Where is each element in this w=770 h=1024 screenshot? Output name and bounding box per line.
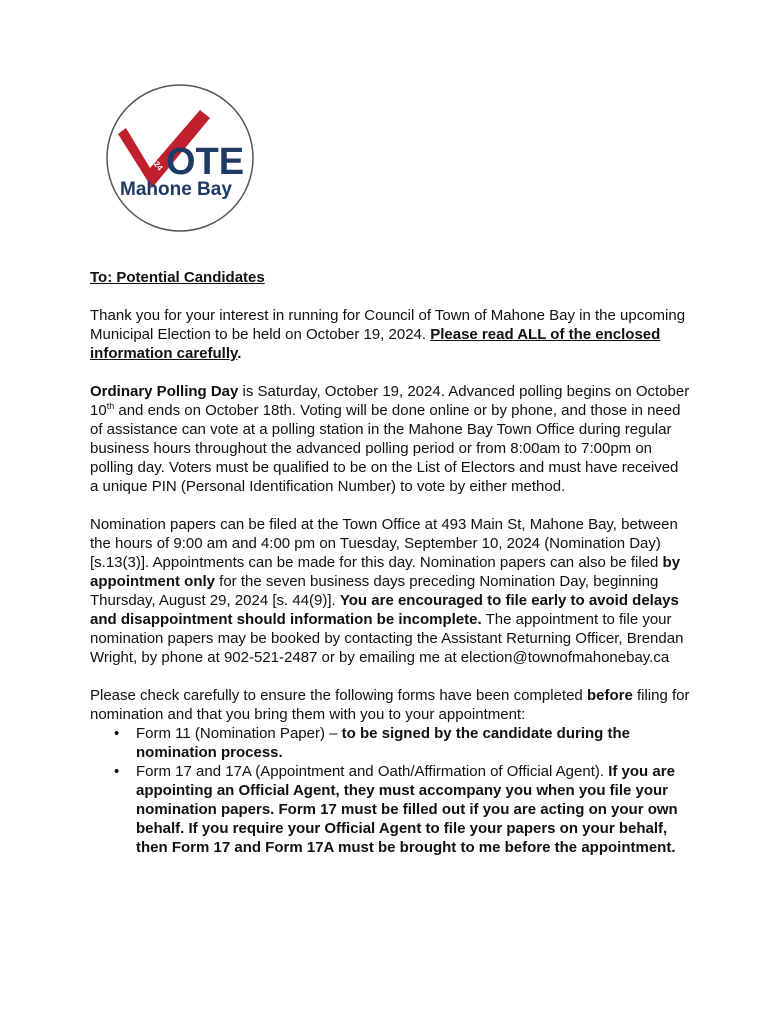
forms-list [90, 724, 690, 857]
logo-year: 2024 [146, 152, 165, 173]
vote-mahone-bay-logo [104, 82, 256, 234]
logo-place: Mahone Bay [120, 179, 232, 200]
nomination-bold-1: by appointment only [90, 554, 681, 590]
forms-paragraph [90, 686, 690, 724]
list-item [90, 724, 690, 762]
forms-text-2: filing for nomination and that you bring them with you to your appointment: [90, 687, 690, 723]
list-item-bold: If you are appointing an Official Agent, they must accompany you when you file your nomination papers. Form 17 must be filled out if you are acting on your own behalf. If you require your Official Agent to file your papers on your behalf, then Form 17 and Form 17A must be brought to me before the appointment. [136, 763, 678, 856]
intro-paragraph [90, 306, 690, 363]
nomination-text-3: The appointment to file your nomination papers may be booked by contacting the Assistant Returning Officer, Brendan Wright, by phone at 902-521-2487 or by emailing me at election@townofmahonebay.ca [90, 611, 684, 666]
polling-text-2: and ends on October 18th. Voting will be done online or by phone, and those in need of assistance can vote at a polling station in the Mahone Bay Town Office during regular business hours throughout the advanced polling period or from 8:00am to 7:00pm on polling day. Voters must be qualified to be on the List of Electors and must have received a unique PIN (Personal Identification Number) to vote by either method. [90, 402, 681, 495]
polling-day-label: Ordinary Polling Day [90, 383, 239, 400]
intro-end: . [237, 345, 242, 362]
letter-body [90, 268, 690, 857]
intro-emphasis: Please read ALL of the enclosed information carefully [90, 326, 661, 362]
list-item-bold: to be signed by the candidate during the nomination process. [136, 725, 630, 761]
list-item-text: Form 11 (Nomination Paper) – [136, 725, 342, 742]
nomination-bold-2: You are encouraged to file early to avoid delays and disappointment should information be incomplete. [90, 592, 679, 628]
nomination-text-2: for the seven business days preceding Nomination Day, beginning Thursday, August 29, 2024 [s. 44(9)]. [90, 573, 659, 609]
forms-bold: before [586, 687, 633, 704]
forms-text-1: Please check carefully to ensure the following forms have been completed [90, 687, 587, 704]
list-item-text: Form 17 and 17A (Appointment and Oath/Affirmation of Official Agent). [136, 763, 609, 780]
list-item [90, 762, 690, 857]
nomination-text-1: Nomination papers can be filed at the Town Office at 493 Main St, Mahone Bay, between the hours of 9:00 am and 4:00 pm on Tuesday, September 10, 2024 (Nomination Day) [s.13(3)]. Appointments can be made for this day. Nomination papers can also be filed [90, 516, 678, 571]
intro-text: Thank you for your interest in running for Council of Town of Mahone Bay in the upcoming Municipal Election to be held on October 19, 2024. [90, 307, 686, 343]
vote-logo-graphic [104, 82, 256, 234]
polling-superscript: th [106, 401, 115, 411]
polling-paragraph [90, 382, 690, 496]
logo-word: OTE [166, 141, 245, 183]
nomination-paragraph [90, 515, 690, 667]
letter-heading: To: Potential Candidates [90, 269, 265, 286]
polling-text-1: is Saturday, October 19, 2024. Advanced polling begins on October 10 [90, 383, 690, 419]
